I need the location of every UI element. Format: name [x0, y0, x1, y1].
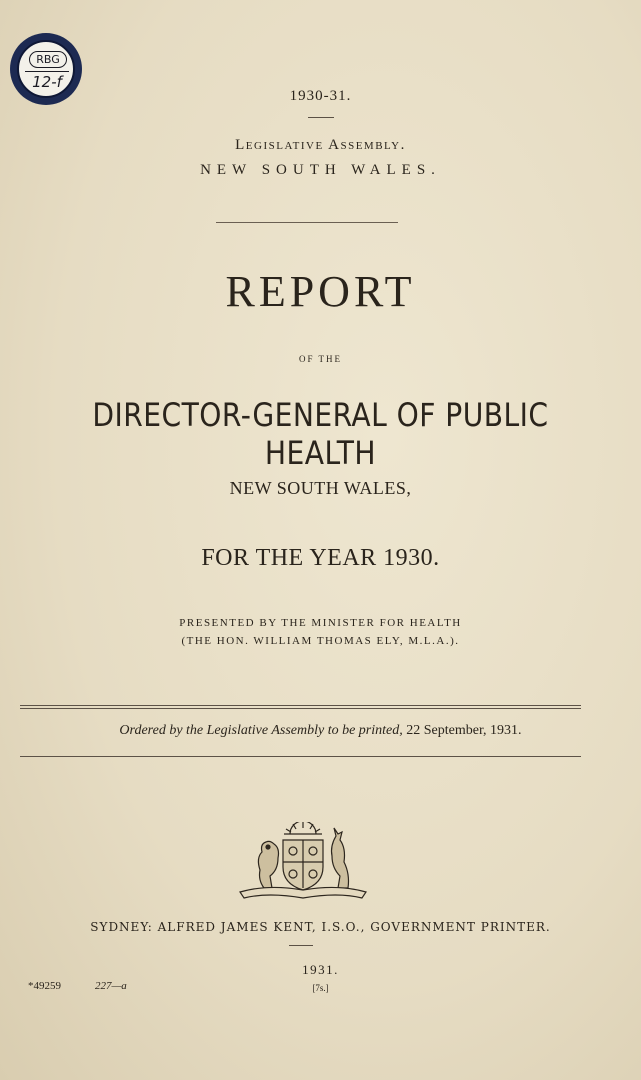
year-heading: FOR THE YEAR 1930. [201, 545, 440, 571]
presented-line-2: (THE HON. WILLIAM THOMAS ELY, M.L.A.). [181, 635, 460, 647]
presented-line-1: PRESENTED BY THE MINISTER FOR HEALTH [179, 617, 462, 629]
ordered-date: 22 September, 1931. [402, 723, 522, 738]
print-code-mid: 227—a [95, 980, 127, 992]
stamp-top-text: RBG [29, 51, 67, 68]
divider [20, 756, 581, 757]
ordered-text: Ordered by the Legislative Assembly to be printed, [119, 723, 403, 738]
report-title: REPORT [225, 267, 416, 316]
legislative-assembly: Legislative Assembly. [235, 137, 406, 153]
divider [289, 945, 313, 946]
price-code: [7s.] [312, 983, 329, 993]
print-code-left: *49259 [28, 980, 61, 992]
double-divider [20, 705, 581, 709]
session-years: 1930-31. [289, 88, 352, 104]
stamp-bottom-text: 12-f [25, 71, 69, 91]
of-the-text: OF THE [298, 354, 343, 364]
publication-year: 1931. [302, 962, 339, 977]
divider [216, 222, 398, 223]
printer-line: SYDNEY: ALFRED JAMES KENT, I.S.O., GOVERNMENT PRINTER. [90, 920, 551, 934]
ordered-printed-line [0, 723, 641, 739]
divider [308, 117, 334, 118]
state-heading-top: NEW SOUTH WALES. [200, 162, 441, 178]
director-heading: DIRECTOR-GENERAL OF PUBLIC HEALTH [92, 396, 549, 472]
state-heading-mid: NEW SOUTH WALES, [229, 478, 412, 498]
coat-of-arms-icon [238, 822, 368, 902]
